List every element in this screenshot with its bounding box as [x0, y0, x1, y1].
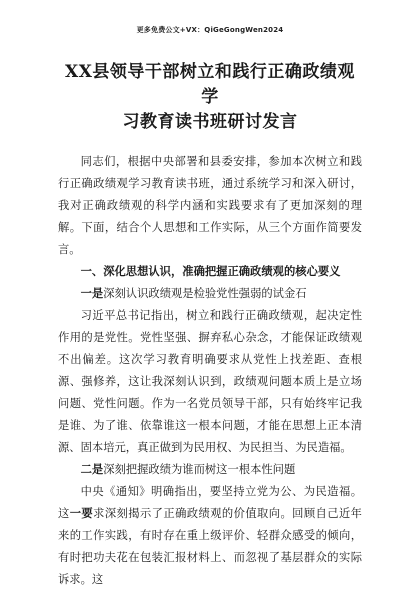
title-line-1: XX县领导干部树立和践行正确政绩观学: [65, 62, 355, 107]
subheading-1-number: 一是: [80, 287, 104, 300]
subheading-2: [58, 459, 362, 481]
subheading-2-text: 深刻把握政绩为谁而树这一根本性问题: [103, 463, 296, 476]
subheading-2-number: 二是: [80, 463, 104, 476]
page-header: 更多免费公文+VX：QiGeGongWen2024: [136, 26, 284, 34]
section-heading-1: 一、深化思想认识，准确把握正确政绩观的核心要义: [80, 265, 341, 278]
subheading-1: [58, 283, 362, 305]
intro-paragraph: 同志们，根据中央部署和县委安排，参加本次树立和践行正确政绩观学习教育读书班，通过系统学习和深入研讨，我对正确政绩观的科学内涵和实践要求有了更加深刻的理解。下面，结合个人思想和工作实际，从三个方面作简要发言。: [58, 155, 362, 256]
title-line-2: 习教育读书班研讨发言: [122, 112, 298, 132]
subheading-1-text: 深刻认识政绩观是检验党性强弱的试金石: [103, 287, 307, 300]
body-paragraph-2: [58, 481, 362, 591]
document-title: [58, 60, 362, 135]
body-paragraph-2-part-b: 求深刻揭示了正确政绩观的价值取向。回顾自己近年来的工作实践，有时存在重上级评价、轻群众感受的倾向，有时把功夫花在包装汇报材料上、而忽视了基层群众的实际诉求。这: [58, 507, 362, 586]
body-paragraph-2-part-a: 中央《通知》明确指出，要坚持立党为公、为民造福。这: [58, 485, 362, 520]
body-paragraph-2-bold: 一要: [69, 507, 94, 520]
body-paragraph-1: 习近平总书记指出，树立和践行正确政绩观，起决定性作用的是党性。党性坚强、摒弃私心杂念，才能保证政绩观不出偏差。这次学习教育明确要求从党性上找差距、查根源、强修养，这让我深刻认识到，政绩观问题本质上是立场问题、党性问题。作为一名党员领导干部，只有始终牢记我是谁、为了谁、依靠谁这一根本问题，才能在思想上正本清源、固本培元，真正做到为民用权、为民担当、为民造福。: [58, 309, 362, 454]
